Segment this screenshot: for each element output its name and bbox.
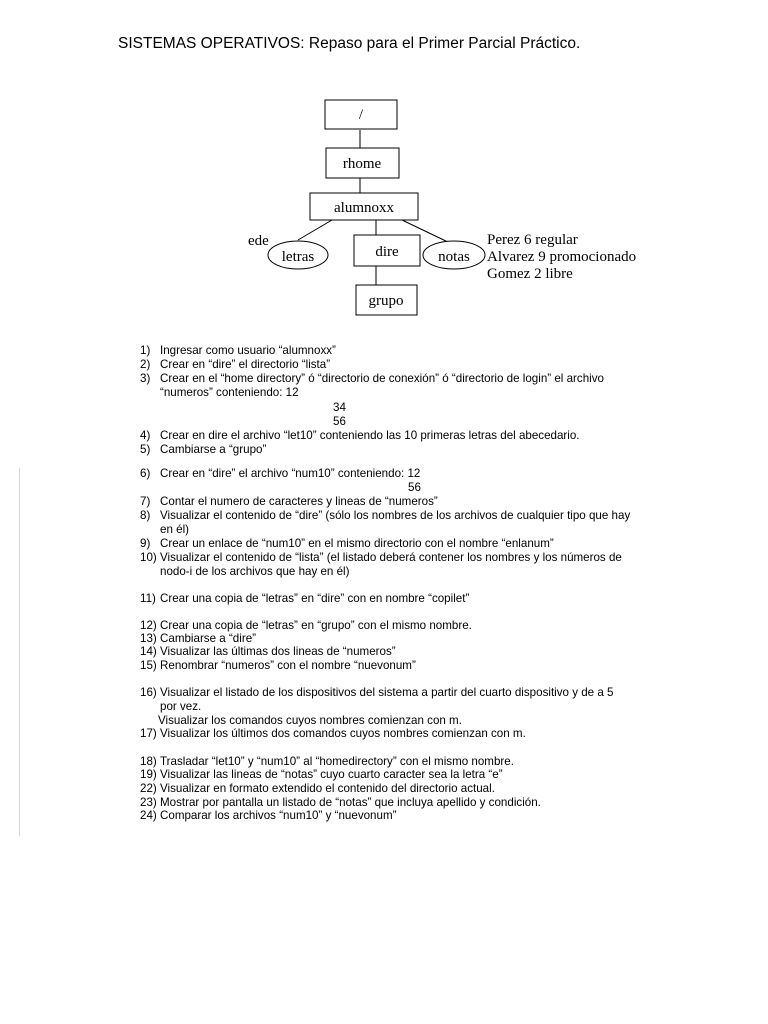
item-text: por vez. (160, 700, 202, 713)
item-text: Crear en “dire” el directorio “lista” (160, 358, 331, 371)
item-text: Ingresar como usuario “alumnoxx” (160, 344, 336, 357)
item-number: 14) (140, 645, 157, 658)
node-alumnoxx-label: alumnoxx (334, 200, 394, 216)
item-number: 22) (140, 782, 157, 795)
item-number: 16) (140, 686, 157, 699)
item-text: Visualizar el listado de los dispositivos del sistema a partir del cuarto dispositivo y de a 5 (160, 686, 614, 699)
node-dire-label: dire (375, 244, 399, 260)
item-number: 24) (140, 809, 157, 822)
item-text: Cambiarse a “dire” (160, 632, 256, 645)
notas-content (487, 232, 636, 282)
item-number: 11) (140, 592, 156, 605)
item-text: en él) (160, 523, 190, 536)
unnumbered-item: Visualizar los comandos cuyos nombres comienzan con m. (158, 714, 462, 727)
notas-line: Perez 6 regular (487, 232, 578, 248)
numeros-value: 34 (333, 401, 346, 414)
item-number: 13) (140, 632, 157, 645)
item-number: 17) (140, 727, 157, 740)
item-text: Trasladar “let10” y “num10” al “homedirectory” con el mismo nombre. (160, 755, 514, 768)
notas-line: Gomez 2 libre (487, 266, 573, 282)
item-number: 10) (140, 551, 157, 564)
node-root-label: / (358, 107, 364, 123)
item-text: Visualizar las lineas de “notas” cuyo cuarto caracter sea la letra “e” (160, 768, 503, 781)
margin-line (19, 468, 20, 836)
node-letras-label: letras (281, 249, 315, 265)
item-number: 6) (140, 467, 151, 480)
item-text: Renombrar “numeros” con el nombre “nuevonum” (160, 659, 416, 672)
item-text: Visualizar el contenido de “dire” (sólo los nombres de los archivos de cualquier tipo que hay (160, 509, 631, 522)
item-text: Cambiarse a “grupo” (160, 443, 267, 456)
item-text: Crear una copia de “letras” en “dire” con en nombre “copilet” (160, 592, 470, 605)
numeros-value: 56 (333, 415, 346, 428)
ede-label: ede (248, 233, 269, 249)
item-number: 18) (140, 755, 157, 768)
node-grupo-label: grupo (368, 293, 404, 309)
node-letras (268, 241, 328, 269)
item-number: 9) (140, 537, 151, 550)
item-number: 2) (140, 358, 151, 371)
item-number: 8) (140, 509, 151, 522)
item-number: 5) (140, 443, 151, 456)
item-text: Comparar los archivos “num10” y “nuevonum” (160, 809, 397, 822)
node-rhome (326, 148, 399, 178)
node-notas-label: notas (438, 249, 470, 265)
item-text: Crear en el “home directory” ó “directorio de conexión” ó “directorio de login” el archivo (160, 372, 604, 385)
item-text: nodo-i de los archivos que hay en él) (160, 565, 350, 578)
item-number: 19) (140, 768, 157, 781)
num10-value: 56 (408, 481, 421, 494)
node-notas (423, 241, 485, 269)
item-number: 7) (140, 495, 151, 508)
item-text: Contar el numero de caracteres y lineas de “numeros” (160, 495, 438, 508)
node-dire (354, 235, 420, 266)
item-number: 4) (140, 429, 151, 442)
item-number: 3) (140, 372, 151, 385)
notas-line: Alvarez 9 promocionado (487, 249, 637, 265)
item-text: Visualizar las últimas dos lineas de “numeros” (160, 645, 396, 658)
item-text: Crear un enlace de “num10” en el mismo directorio con el nombre “enlanum” (160, 537, 554, 550)
item-number: 12) (140, 619, 157, 632)
directory-tree-diagram (0, 0, 768, 330)
item-text: Visualizar en formato extendido el contenido del directorio actual. (160, 782, 495, 795)
item-number: 1) (140, 344, 151, 357)
item-text: Mostrar por pantalla un listado de “notas” que incluya apellido y condición. (160, 796, 541, 809)
item-text: Crear en “dire” el archivo “num10” conteniendo: 12 (160, 467, 421, 480)
item-text: Crear en dire el archivo “let10” conteniendo las 10 primeras letras del abecedario. (160, 429, 580, 442)
page-title: SISTEMAS OPERATIVOS: Repaso para el Primer Parcial Práctico. (118, 35, 581, 52)
item-text: Crear una copia de “letras” en “grupo” con el mismo nombre. (160, 619, 472, 632)
item-number: 23) (140, 796, 157, 809)
item-text: “numeros” conteniendo: 12 (160, 386, 299, 399)
item-number: 15) (140, 659, 157, 672)
node-alumnoxx (310, 193, 418, 220)
node-root (325, 100, 397, 129)
node-grupo (356, 285, 417, 315)
node-rhome-label: rhome (342, 156, 382, 172)
item-text: Visualizar el contenido de “lista” (el listado deberá contener los nombres y los números de (160, 551, 622, 564)
item-text: Visualizar los últimos dos comandos cuyos nombres comienzan con m. (160, 727, 526, 740)
